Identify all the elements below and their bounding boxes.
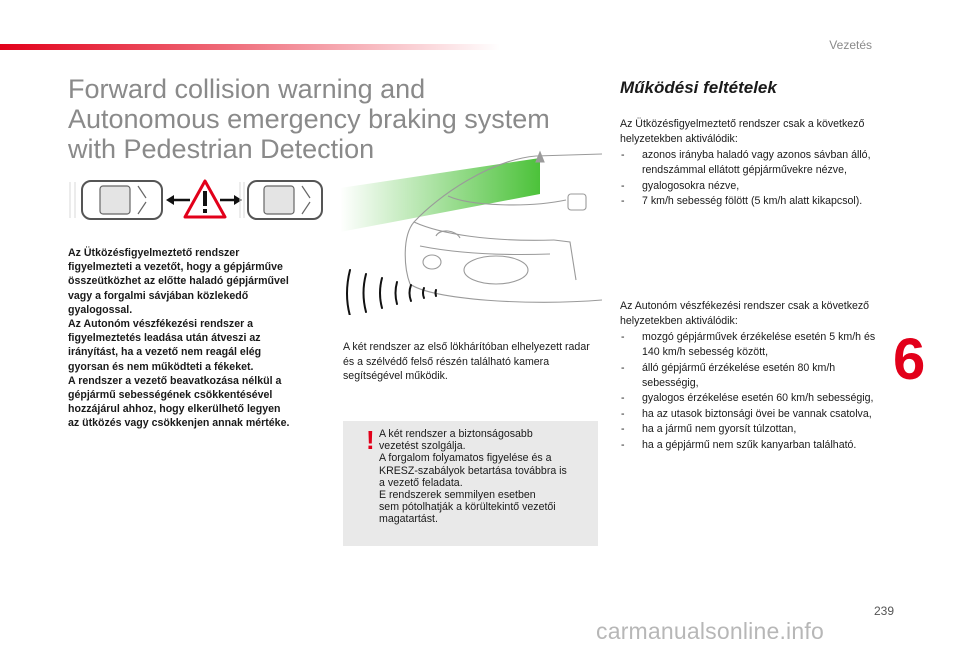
intro-line: gyalogossal. [68, 303, 133, 316]
warning-line: KRESZ-szabályok betartása továbbra is [379, 464, 567, 477]
radar-waves-icon [347, 270, 436, 315]
van-with-radar-illustration [340, 150, 602, 315]
warning-line: sem pótolhatják a körültekintő vezetői [379, 501, 556, 514]
radar-camera-caption: A két rendszer az első lökhárítóban elhelyezett radar és a szélvédő felső részén található kamera segítségével működik. [343, 341, 590, 383]
intro-line: gyorsan és nem működteti a fékeket. [68, 360, 254, 373]
list-item: - ha az utasok biztonsági övei be vannak csatolva, [620, 407, 880, 422]
chapter-number: 6 [893, 327, 926, 392]
front-car-top-view-icon [240, 181, 322, 219]
conditions-list [620, 148, 880, 210]
section-label: Vezetés [829, 38, 872, 52]
conditions-list [620, 330, 880, 453]
intro-line: összeütközhet az előtte haladó gépjárművel [68, 275, 289, 288]
title-line: with Pedestrian Detection [68, 134, 375, 164]
intro-line: hozzájárul ahhoz, hogy elkerülhető legyen [68, 403, 281, 416]
camera-beam [340, 158, 540, 232]
intro-line: az ütközés vagy csökkenjen annak mértéke. [68, 417, 290, 430]
collision-warning-illustration [66, 178, 326, 222]
page-number: 239 [873, 604, 894, 618]
list-item: - gyalogos érzékelése esetén 60 km/h sebességig, [620, 391, 880, 406]
list-item: - ha a gépjármű nem szűk kanyarban található. [620, 438, 880, 453]
collision-warning-conditions [620, 117, 880, 209]
list-item: - 7 km/h sebesség fölött (5 km/h alatt kikapcsol). [620, 194, 880, 209]
warning-line: A forgalom folyamatos figyelése és a [379, 452, 552, 465]
intro-line: irányítást, ha a vezető nem reagál elég [68, 346, 262, 359]
list-item: - ha a jármű nem gyorsít túlzottan, [620, 422, 880, 437]
list-item: - gyalogosokra nézve, [620, 179, 880, 194]
intro-paragraph [68, 246, 330, 431]
warning-line: vezetést szolgálja. [379, 440, 466, 453]
operating-conditions-heading: Működési feltételek [620, 78, 777, 97]
header-accent-bar [0, 44, 500, 50]
conditions-intro: Az Ütközésfigyelmeztető rendszer csak a következő helyzetekben aktiválódik: [620, 118, 865, 146]
list-item: - álló gépjármű érzékelése esetén 80 km/h sebességig, [620, 361, 880, 392]
intro-line: gépjármű sebességének csökkentésével [68, 389, 273, 402]
list-item: - mozgó gépjárművek érzékelése esetén 5 km/h és 140 km/h sebesség között, [620, 330, 880, 361]
list-item: - azonos irányba haladó vagy azonos sávban álló, rendszámmal ellátott gépjárművekre nézve, [620, 148, 880, 179]
title-line: Autonomous emergency braking system [68, 104, 550, 134]
intro-line: figyelmeztetés leadása után átveszi az [68, 332, 261, 345]
conditions-intro: Az Autonóm vészfékezési rendszer csak a következő helyzetekben aktiválódik: [620, 300, 870, 328]
warning-line: a vezető feladata. [379, 476, 463, 489]
warning-line: magatartást. [379, 513, 438, 526]
intro-line: figyelmezteti a vezetőt, hogy a gépjárműve [68, 261, 283, 274]
intro-line: Az Autonóm vészfékezési rendszer a [68, 318, 254, 331]
intro-line: A rendszer a vezető beavatkozása nélkül a [68, 374, 282, 387]
emergency-braking-conditions [620, 299, 880, 453]
collision-warning-triangle-icon [185, 181, 225, 217]
safety-warning-box [343, 421, 598, 546]
warning-exclamation-icon: ! [366, 425, 375, 455]
title-line: Forward collision warning and [68, 74, 426, 104]
warning-text [379, 428, 593, 526]
rear-car-top-view-icon [70, 181, 162, 219]
watermark: carmanualsonline.info [596, 618, 824, 644]
intro-line: vagy a forgalmi sávjában közlekedő [68, 289, 249, 302]
warning-line: A két rendszer a biztonságosabb [379, 428, 533, 440]
warning-line: E rendszerek semmilyen esetben [379, 489, 536, 502]
intro-line: Az Ütközésfigyelmeztető rendszer [68, 247, 240, 259]
